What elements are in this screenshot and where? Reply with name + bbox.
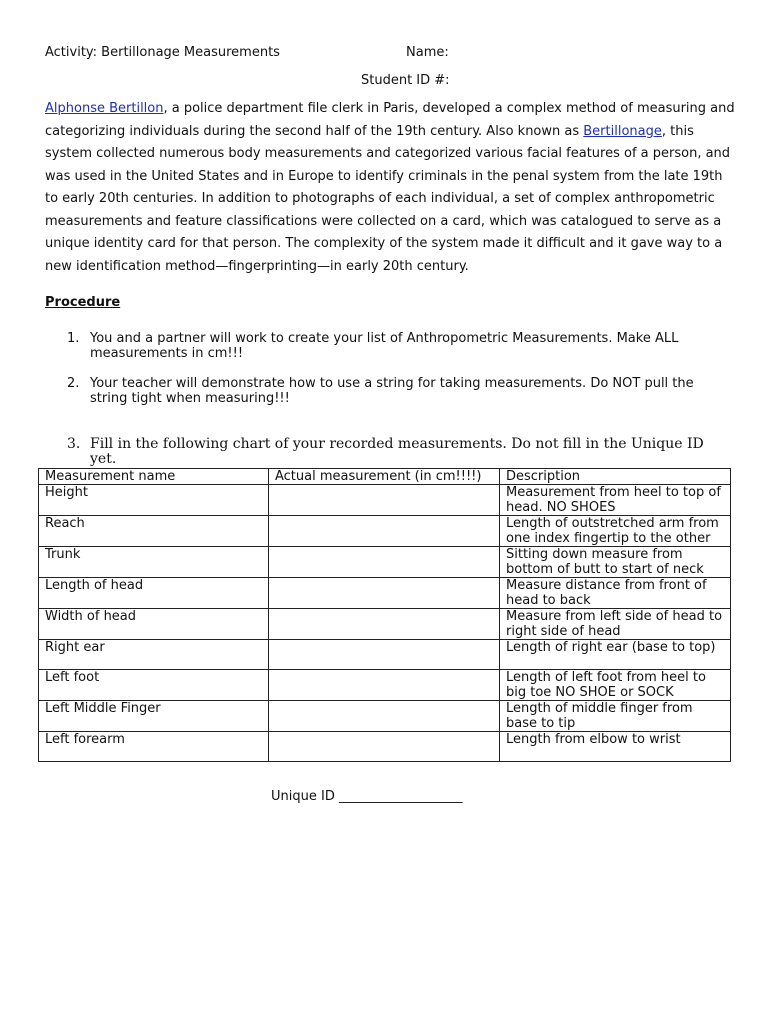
unique-id-field: Unique ID ___________________ bbox=[271, 789, 463, 804]
measurement-name-cell: Length of head bbox=[39, 578, 269, 609]
measurement-name-cell: Right ear bbox=[39, 640, 269, 670]
measurement-description-cell: Length of middle finger from base to tip bbox=[500, 701, 731, 732]
procedure-step-1 bbox=[67, 331, 707, 361]
table-row bbox=[39, 516, 731, 547]
measurement-description-cell: Sitting down measure from bottom of butt to start of neck bbox=[500, 547, 731, 578]
measurement-description-cell: Length of right ear (base to top) bbox=[500, 640, 731, 670]
procedure-step-3 bbox=[67, 437, 707, 467]
step-text: Fill in the following chart of your recorded measurements. Do not fill in the Unique ID yet. bbox=[90, 436, 704, 467]
measurement-description-cell: Length of left foot from heel to big toe NO SHOE or SOCK bbox=[500, 670, 731, 701]
intro-paragraph bbox=[45, 98, 735, 278]
measurement-description-cell: Measure from left side of head to right side of head bbox=[500, 609, 731, 640]
table-row bbox=[39, 609, 731, 640]
table-row bbox=[39, 485, 731, 516]
measurement-description-cell: Measure distance from front of head to back bbox=[500, 578, 731, 609]
measurement-value-cell[interactable] bbox=[269, 485, 500, 516]
measurement-name-cell: Reach bbox=[39, 516, 269, 547]
alphonse-bertillon-link[interactable]: Alphonse Bertillon bbox=[45, 101, 164, 116]
measurement-description-cell: Measurement from heel to top of head. NO SHOES bbox=[500, 485, 731, 516]
step-text: Your teacher will demonstrate how to use a string for taking measurements. Do NOT pull the string tight when measuring!!! bbox=[90, 376, 694, 406]
measurement-name-cell: Trunk bbox=[39, 547, 269, 578]
step-number: 3. bbox=[67, 436, 81, 452]
intro-text-2: , this system collected numerous body measurements and categorized various facial features of a person, and was used in the United States and in Europe to identify criminals in the penal system from the late 19th to early 20th centuries. In addition to photographs of each individual, a set of complex anthropometric measurements and feature classifications were collected on a card, which was catalogued to serve as a unique identity card for that person. The complexity of the system made it difficult and it gave way to a new identification method—fingerprinting—in early 20th century. bbox=[45, 123, 731, 274]
measurement-value-cell[interactable] bbox=[269, 701, 500, 732]
student-id-label: Student ID #: bbox=[361, 73, 450, 88]
measurement-value-cell[interactable] bbox=[269, 516, 500, 547]
table-row bbox=[39, 670, 731, 701]
table-row bbox=[39, 578, 731, 609]
measurement-value-cell[interactable] bbox=[269, 547, 500, 578]
measurement-value-cell[interactable] bbox=[269, 670, 500, 701]
table-row bbox=[39, 640, 731, 670]
measurement-table bbox=[38, 468, 731, 762]
step-number: 1. bbox=[67, 331, 80, 346]
header-measurement-name: Measurement name bbox=[39, 469, 269, 485]
name-label: Name: bbox=[406, 45, 449, 60]
measurement-description-cell: Length of outstretched arm from one index fingertip to the other bbox=[500, 516, 731, 547]
step-text: You and a partner will work to create your list of Anthropometric Measurements. Make ALL measurements in cm!!! bbox=[90, 331, 679, 361]
measurement-name-cell: Left foot bbox=[39, 670, 269, 701]
measurement-value-cell[interactable] bbox=[269, 732, 500, 762]
step-number: 2. bbox=[67, 376, 80, 391]
table-row bbox=[39, 701, 731, 732]
measurement-name-cell: Left Middle Finger bbox=[39, 701, 269, 732]
measurement-value-cell[interactable] bbox=[269, 640, 500, 670]
measurement-name-cell: Left forearm bbox=[39, 732, 269, 762]
table-row bbox=[39, 732, 731, 762]
table-header-row bbox=[39, 469, 731, 485]
measurement-description-cell: Length from elbow to wrist bbox=[500, 732, 731, 762]
table-row bbox=[39, 547, 731, 578]
measurement-name-cell: Height bbox=[39, 485, 269, 516]
intro-text-1: , a police department file clerk in Paris, developed a complex method of measuring and categorizing individuals during the second half of the 19th century. Also known as bbox=[45, 101, 735, 139]
activity-title: Activity: Bertillonage Measurements bbox=[45, 45, 280, 60]
procedure-step-2 bbox=[67, 376, 707, 406]
measurement-value-cell[interactable] bbox=[269, 578, 500, 609]
header-description: Description bbox=[500, 469, 731, 485]
measurement-value-cell[interactable] bbox=[269, 609, 500, 640]
header-actual-measurement: Actual measurement (in cm!!!!) bbox=[269, 469, 500, 485]
measurement-name-cell: Width of head bbox=[39, 609, 269, 640]
bertillonage-link[interactable]: Bertillonage bbox=[583, 123, 662, 139]
procedure-heading: Procedure bbox=[45, 295, 121, 310]
